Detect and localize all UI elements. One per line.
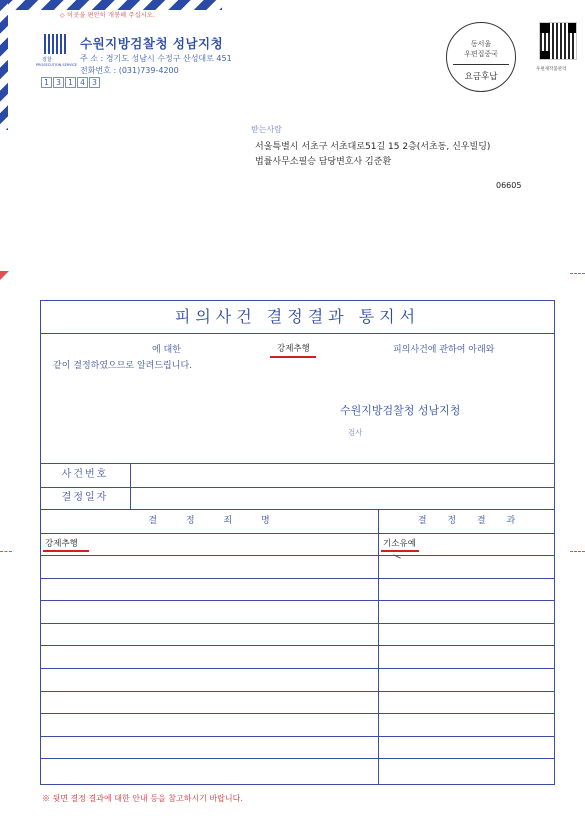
zip-digit: 3 (53, 77, 64, 88)
charge-column-header: 결 정 죄 명 (148, 516, 270, 526)
logo-subcaption: PROSECUTION SERVICE (36, 63, 78, 67)
table-column-rule (378, 509, 379, 785)
airmail-stripe-band (0, 0, 222, 10)
recipient-postal-code: 06605 (496, 181, 522, 190)
issuing-office: 수원지방검찰청 성남지청 (340, 404, 461, 417)
table-row (40, 736, 555, 737)
handle-notice: ◇ 이곳을 편안히 개봉해 주십시오. (60, 12, 156, 19)
table-row (40, 758, 555, 759)
table-row (40, 600, 555, 601)
table-row (40, 713, 555, 714)
recipient-label: 받는사람 (251, 125, 282, 134)
charge-underline (270, 356, 316, 358)
sender-address: 주 소 : 경기도 성남시 수정구 산성대로 451 (80, 54, 232, 63)
postmark-office: 동서울 (470, 40, 492, 48)
postmark-fee: 요금후납 (464, 72, 498, 82)
footer-note: ※ 뒷면 결정 결과에 대한 안내 등을 참고하시기 바랍니다. (42, 794, 243, 803)
table-row (40, 555, 555, 556)
qr-caption: 우편제작품관리 (536, 67, 567, 72)
table-divider (40, 533, 555, 534)
decided-charge-cell: 강제추행 (45, 539, 78, 549)
zip-digit: 1 (65, 77, 76, 88)
result-underline (381, 550, 419, 552)
sender-name: 수원지방검찰청 성남지청 (80, 36, 224, 51)
charge-underline (43, 550, 89, 552)
airmail-side-stripe (0, 0, 8, 130)
logo-caption: 검찰 (42, 57, 52, 63)
decision-date-label: 결정일자 (61, 492, 109, 503)
qr-code-icon (539, 22, 577, 60)
result-column-header: 결 정 결 과 (417, 516, 516, 526)
about-label: 에 대한 (152, 345, 181, 355)
decision-result-cell: 기소유예 (383, 539, 416, 549)
notice-title: 피의사건 결정결과 통지서 (40, 300, 555, 334)
charge-name: 강제추행 (277, 344, 310, 354)
zip-digit: 1 (41, 77, 52, 88)
decided-sentence: 같이 결정하였으므로 알려드립니다. (53, 361, 192, 371)
fold-line (0, 551, 12, 552)
recipient-name: 법률사무소필승 담당변호사 김준환 (255, 157, 392, 167)
zip-digit: 3 (89, 77, 100, 88)
zip-digit: 4 (77, 77, 88, 88)
table-row (40, 668, 555, 669)
prosecution-logo-icon (44, 34, 66, 54)
postage-paid-stamp (446, 22, 516, 92)
fold-mark (0, 271, 9, 280)
table-row (40, 578, 555, 579)
table-row (40, 645, 555, 646)
table-row (40, 691, 555, 692)
recipient-address: 서울특별시 서초구 서초대로51길 15 2층(서초동, 신우빌딩) (255, 142, 491, 152)
table-row (40, 623, 555, 624)
table-column-rule (130, 463, 131, 509)
fold-line (570, 273, 585, 274)
case-number-label: 사건번호 (61, 469, 109, 480)
postmark-center: 우편집중국 (464, 50, 498, 58)
sender-phone: 전화번호 : (031)739-4200 (80, 66, 179, 75)
sender-zip-boxes (41, 77, 100, 88)
case-sentence-tail: 피의사건에 관하여 아래와 (393, 345, 495, 355)
postmark-divider (453, 64, 509, 65)
fold-line (570, 551, 585, 552)
prosecutor-label: 검사 (348, 428, 363, 437)
